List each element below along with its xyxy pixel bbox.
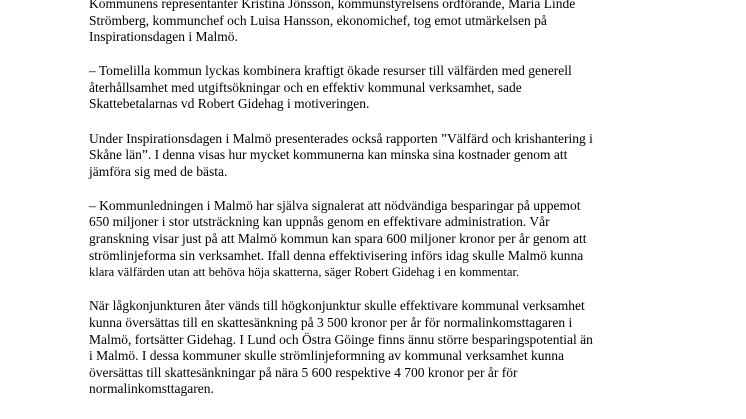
text-line: strömlinjeforma sin verksamhet. Ifall denna effektivisering införs idag skulle Malmö kunna (89, 247, 584, 263)
text-line: Under Inspirationsdagen i Malmö presenterades också rapporten ”Välfärd och krishantering i (89, 130, 593, 146)
text-line: Malmö, fortsätter Gidehag. I Lund och Östra Göinge finns ännu större besparingspotential än (89, 331, 593, 347)
text-line: översättas till skattesänkningar på nära 5 600 respektive 4 700 kronor per år för (89, 364, 518, 380)
text-line: Skåne län”. I denna visas hur mycket kommunerna kan minska sina kostnader genom att (89, 147, 568, 163)
paragraph-quote-malmo (89, 198, 729, 281)
paragraph-gap (89, 46, 729, 64)
text-line: När lågkonjunkturen åter vänds till högkonjunktur skulle effektivare kommunal verksamhet (89, 298, 585, 314)
text-line: Strömberg, kommunchef och Luisa Hansson, ekonomichef, tog emot utmärkelsen på (89, 12, 547, 28)
paragraph-gap (89, 113, 729, 131)
text-line: återhållsamhet med utgiftsökningar och en effektiv kommunal verksamhet, sade (89, 79, 522, 95)
text-line: Inspirationsdagen i Malmö. (89, 29, 238, 45)
text-line: kunna översättas till en skattesänkning på 3 500 kronor per år för normalinkomsttagaren i (89, 314, 573, 330)
text-line: Kommunens representanter Kristina Jönsson, kommunstyrelsens ordförande, Maria Linde (89, 0, 576, 11)
paragraph-representatives (89, 0, 729, 46)
text-line: klara välfärden utan att behöva höja skatterna, säger Robert Gidehag i en kommentar. (89, 265, 520, 280)
text-line: Skattebetalarnas vd Robert Gidehag i motiveringen. (89, 96, 370, 112)
text-line: normalinkomsttagaren. (89, 381, 214, 397)
text-line: – Tomelilla kommun lyckas kombinera kraftigt ökade resurser till välfärden med generell (89, 63, 572, 79)
text-line: 650 miljoner i stor utsträckning kan uppnås genom en effektivare administration. Vår (89, 214, 550, 230)
paragraph-gap (89, 281, 729, 299)
paragraph-quote-motivation (89, 63, 729, 113)
document-page (89, 0, 729, 398)
paragraph-gap (89, 180, 729, 198)
text-line: – Kommunledningen i Malmö har själva signalerat att nödvändiga besparingar på uppemot (89, 197, 581, 213)
text-line: i Malmö. I dessa kommuner skulle strömlinjeformning av kommunal verksamhet kunna (89, 348, 565, 364)
paragraph-report (89, 131, 729, 181)
text-line: jämföra sig med de bästa. (89, 163, 228, 179)
paragraph-tax-reduction (89, 298, 729, 398)
text-line: granskning visar just på att Malmö kommun kan spara 600 miljoner kronor per år genom att (89, 231, 587, 247)
